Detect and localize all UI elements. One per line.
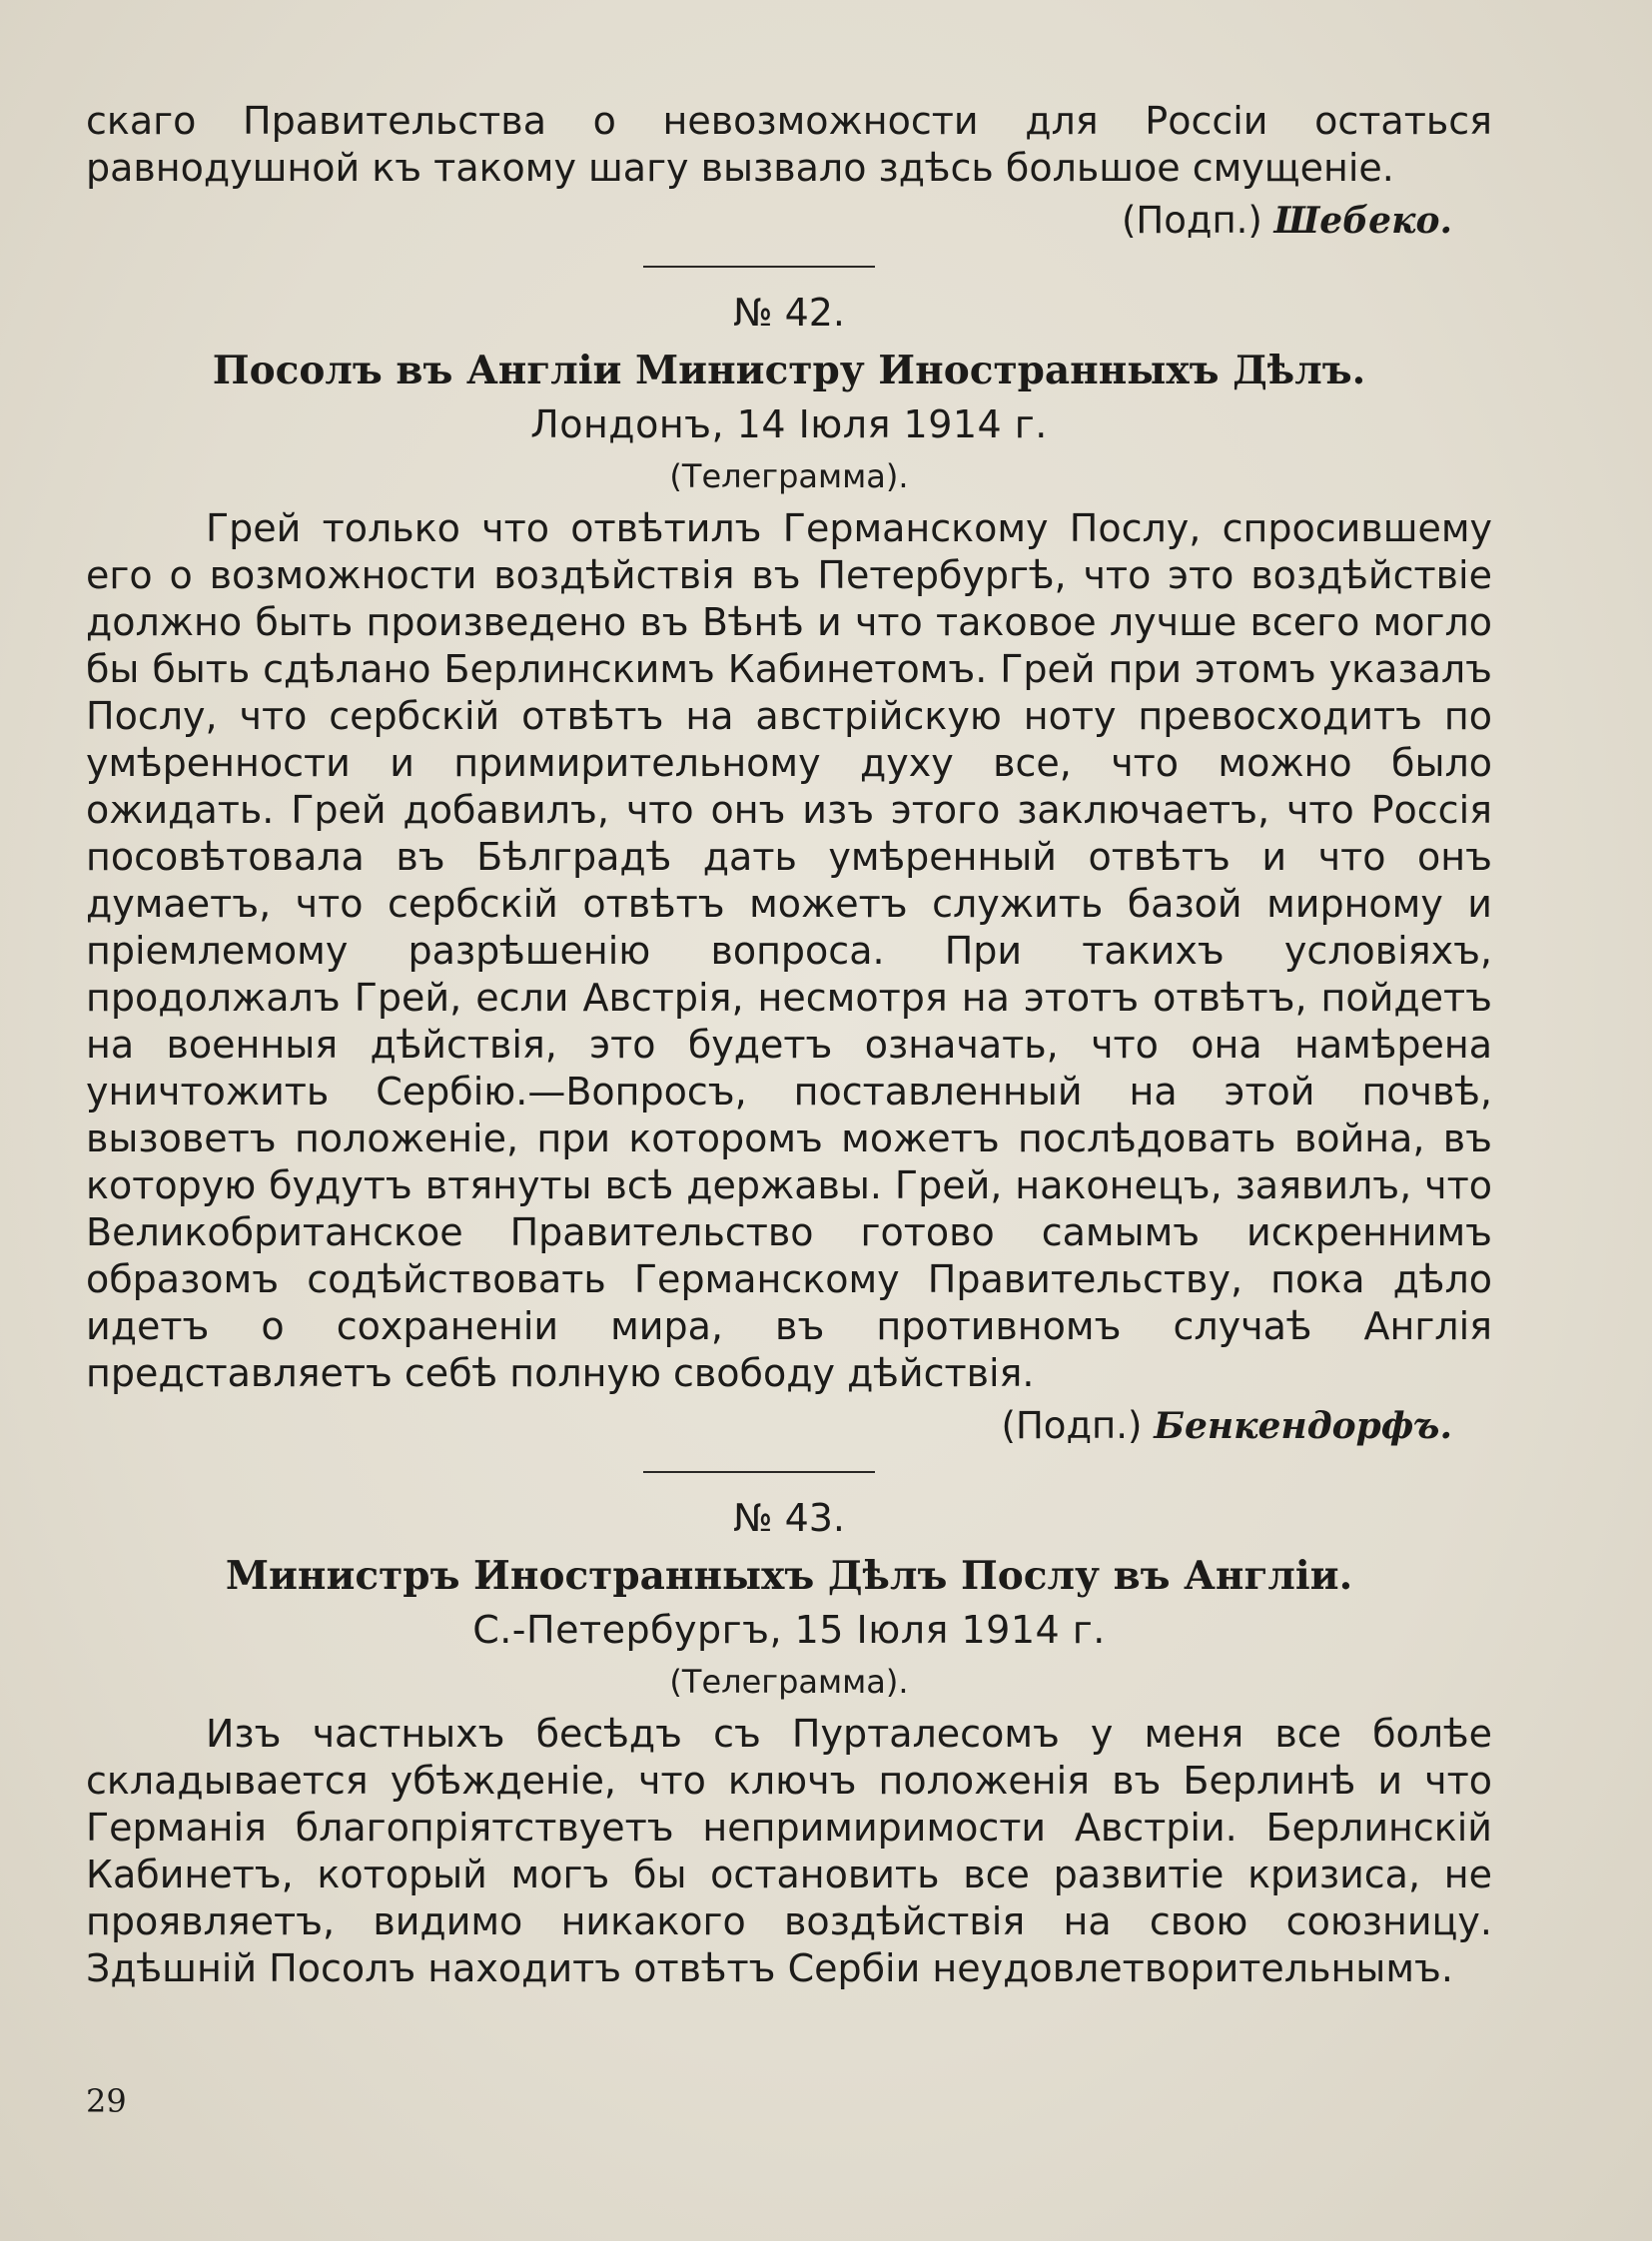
document-number: № 43. bbox=[732, 1496, 846, 1540]
document-body: Изъ частныхъ бесѣдъ съ Пурталесомъ у меня все болѣе складывается убѣжденіе, что ключъ положенія въ Берлинѣ и что Германія благопріятствуетъ непримиримости Австріи. Берлинскій Кабинетъ, который могъ бы остановить все развитіе кризиса, не проявляетъ, видимо никакого воздѣйствія на свою союзницу. Здѣшній Посолъ находитъ отвѣтъ Сербіи неудовлетворительнымъ. bbox=[86, 1712, 1492, 1990]
signature-name: Шебеко. bbox=[1273, 200, 1452, 242]
document-title: Министръ Иностранныхъ Дѣлъ Послу въ Англіи. bbox=[225, 1553, 1353, 1599]
intro-signature bbox=[86, 196, 1452, 246]
document-number: № 42. bbox=[732, 291, 846, 335]
page-number: 29 bbox=[86, 2082, 127, 2120]
document-type: (Телеграмма). bbox=[669, 1663, 909, 1701]
intro-paragraph: скаго Правительства о невозможности для Россіи остаться равнодушной къ такому шагу вызвало здѣсь большое смущеніе. bbox=[86, 99, 1492, 190]
signature-prefix: (Подп.) bbox=[1121, 199, 1262, 242]
document-43 bbox=[86, 1495, 1492, 1992]
document-42 bbox=[86, 290, 1492, 1451]
document-place-date: С.-Петербургъ, 15 Іюля 1914 г. bbox=[472, 1608, 1106, 1652]
document-place-date: Лондонъ, 14 Іюля 1914 г. bbox=[530, 402, 1048, 446]
document-title: Посолъ въ Англіи Министру Иностранныхъ Дѣлъ. bbox=[212, 348, 1366, 393]
section-divider bbox=[643, 1471, 875, 1473]
document-body: Грей только что отвѣтилъ Германскому Послу, спросившему его о возможности воздѣйствія въ Петербургѣ, что это воздѣйствіе должно быть произведено въ Вѣнѣ и что таковое лучше всего могло бы быть сдѣлано Берлинскимъ Кабинетомъ. Грей при этомъ указалъ Послу, что сербскій отвѣтъ на австрійскую ноту превосходитъ по умѣренности и примирительному духу все, что можно было ожидать. Грей добавилъ, что онъ изъ этого заключаетъ, что Россія посовѣтовала въ Бѣлградѣ дать умѣренный отвѣтъ и что онъ думаетъ, что сербскій отвѣтъ можетъ служить базой мирному и пріемлемому разрѣшенію вопроса. При такихъ условіяхъ, продолжалъ Грей, если Австрія, несмотря на этотъ отвѣтъ, пойдетъ на военныя дѣйствія, это будетъ означать, что она намѣрена уничтожить Сербію.—Вопросъ, поставленный на этой почвѣ, вызоветъ положеніе, при которомъ можетъ послѣдовать война, въ которую будутъ втянуты всѣ державы. Грей, наконецъ, заявилъ, что Великобританское Правительство готово самымъ искреннимъ образомъ содѣйствовать Германскому Правительству, пока дѣло идетъ о сохраненіи мира, въ противномъ случаѣ Англія представляетъ себѣ полную свободу дѣйствія. bbox=[86, 506, 1492, 1395]
signature-name: Бенкендорфъ. bbox=[1154, 1405, 1452, 1447]
document-signature bbox=[86, 1401, 1452, 1451]
document-type: (Телеграмма). bbox=[669, 457, 909, 495]
signature-prefix: (Подп.) bbox=[1001, 1404, 1143, 1447]
section-divider bbox=[643, 266, 875, 268]
